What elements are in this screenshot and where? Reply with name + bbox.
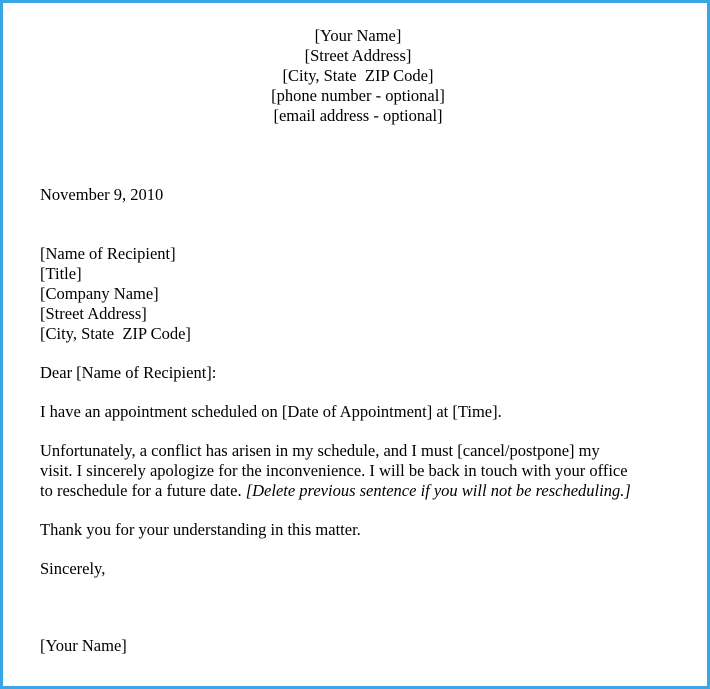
paragraph-line: Unfortunately, a conflict has arisen in my schedule, and I must [cancel/postpone] my bbox=[40, 441, 600, 460]
sender-email: [email address - optional] bbox=[273, 106, 443, 125]
sender-street: [Street Address] bbox=[304, 46, 412, 65]
paragraph-line: visit. I sincerely apologize for the inconvenience. I will be back in touch with your office bbox=[40, 461, 628, 480]
sender-phone: [phone number - optional] bbox=[271, 86, 445, 105]
letter-document bbox=[40, 26, 680, 656]
paragraph-appointment: I have an appointment scheduled on [Date of Appointment] at [Time]. bbox=[40, 402, 502, 421]
sender-address-block bbox=[3, 26, 710, 126]
letter-date: November 9, 2010 bbox=[40, 185, 164, 204]
recipient-city-state-zip: [City, State ZIP Code] bbox=[40, 324, 191, 343]
sender-name: [Your Name] bbox=[314, 26, 402, 45]
recipient-name: [Name of Recipient] bbox=[40, 244, 176, 263]
paragraph-line-text: to reschedule for a future date. bbox=[40, 481, 246, 500]
salutation: Dear [Name of Recipient]: bbox=[40, 363, 217, 382]
recipient-address-block bbox=[40, 244, 680, 344]
paragraph-line bbox=[40, 481, 680, 501]
paragraph-cancellation bbox=[40, 441, 680, 501]
rescheduling-note: [Delete previous sentence if you will not be rescheduling.] bbox=[245, 481, 631, 500]
recipient-company: [Company Name] bbox=[40, 284, 159, 303]
sender-city-state-zip: [City, State ZIP Code] bbox=[282, 66, 434, 85]
paragraph-thanks: Thank you for your understanding in this matter. bbox=[40, 520, 361, 539]
recipient-street: [Street Address] bbox=[40, 304, 147, 323]
signature-name: [Your Name] bbox=[40, 636, 127, 655]
recipient-title: [Title] bbox=[40, 264, 82, 283]
closing: Sincerely, bbox=[40, 559, 106, 578]
